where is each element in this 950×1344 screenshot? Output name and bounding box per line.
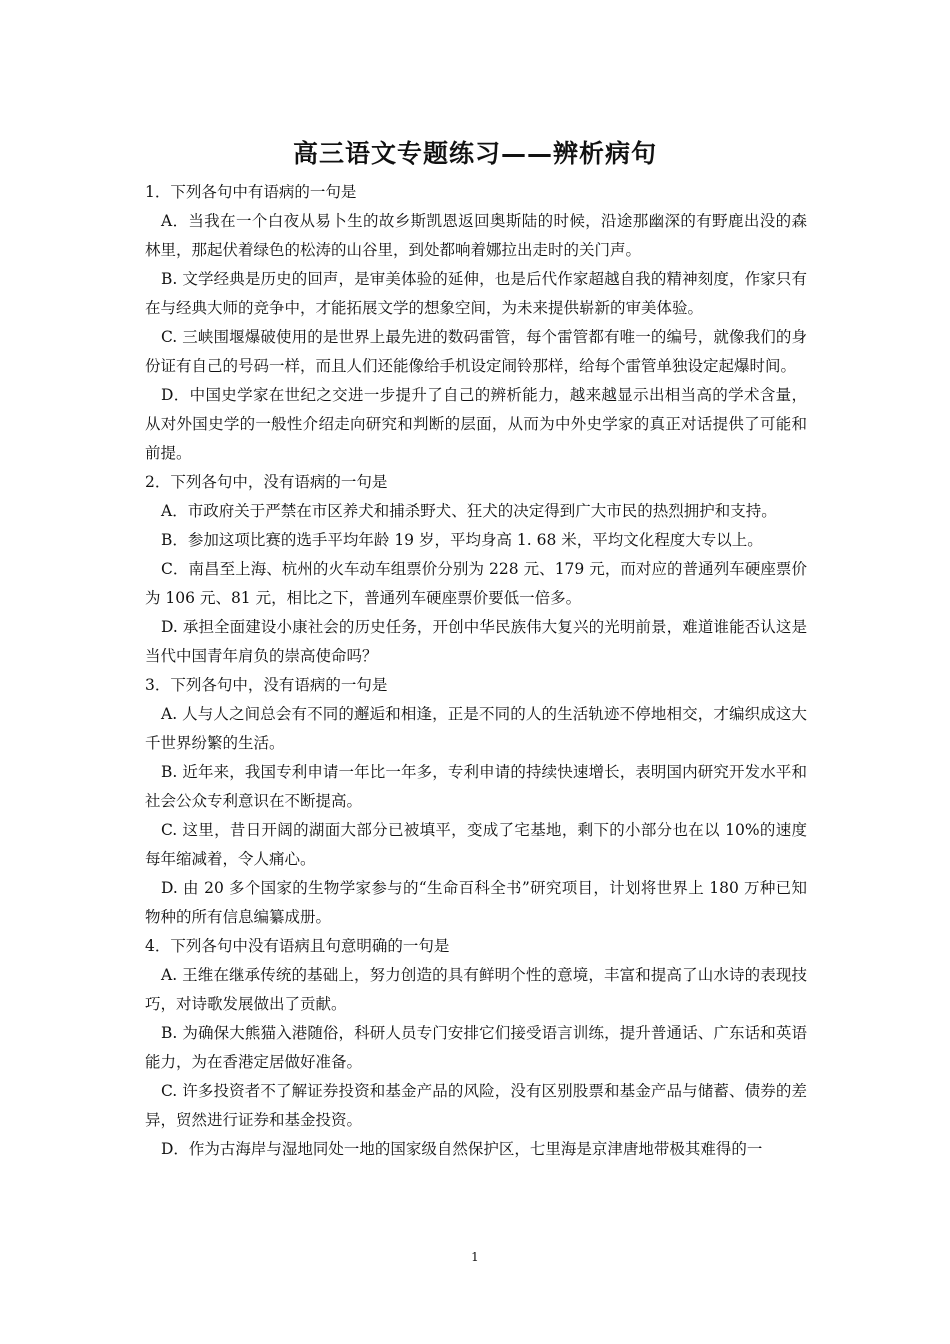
question-option: B．参加这项比赛的选手平均年龄 19 岁，平均身高 1. 68 米，平均文化程度大专以上。 [161,531,763,549]
question-option: B. 近年来，我国专利申请一年比一年多，专利申请的持续快速增长，表明国内研究开发水平和社会公众专利意识在不断提高。 [145,763,807,810]
question-option: A. 人与人之间总会有不同的邂逅和相逢，正是不同的人的生活轨迹不停地相交，才编织成这大千世界纷繁的生活。 [145,705,807,752]
question-stem: 4．下列各句中没有语病且句意明确的一句是 [145,937,450,955]
question-option: D．作为古海岸与湿地同处一地的国家级自然保护区，七里海是京津唐地带极其难得的一 [161,1140,763,1158]
question-option: A．当我在一个白夜从易卜生的故乡斯凯恩返回奥斯陆的时候，沿途那幽深的有野鹿出没的森林里，那起伏着绿色的松涛的山谷里，到处都响着娜拉出走时的关门声。 [145,212,807,259]
question-option: C. 这里，昔日开阔的湖面大部分已被填平，变成了宅基地，剩下的小部分也在以 10%的速度每年缩减着，令人痛心。 [145,821,807,868]
page-title: 高三语文专题练习——辨析病句 [292,139,657,168]
question-stem: 1．下列各句中有语病的一句是 [145,183,357,201]
question-option: C. 三峡围堰爆破使用的是世界上最先进的数码雷管，每个雷管都有唯一的编号，就像我们的身份证有自己的号码一样，而且人们还能像给手机设定闹铃那样，给每个雷管单独设定起爆时间。 [145,328,807,375]
question-stem: 2．下列各句中，没有语病的一句是 [145,473,388,491]
question-option: A．市政府关于严禁在市区养犬和捕杀野犬、狂犬的决定得到广大市民的热烈拥护和支持。 [161,502,777,520]
page-number: 1 [471,1250,479,1264]
question-option: D. 由 20 多个国家的生物学家参与的“生命百科全书”研究项目，计划将世界上 180 万种已知物种的所有信息编纂成册。 [145,879,807,926]
question-option: A. 王维在继承传统的基础上，努力创造的具有鲜明个性的意境，丰富和提高了山水诗的表现技巧，对诗歌发展做出了贡献。 [145,966,807,1013]
question-option: B. 文学经典是历史的回声，是审美体验的延伸，也是后代作家超越自我的精神刻度，作家只有在与经典大师的竞争中，才能拓展文学的想象空间，为未来提供崭新的审美体验。 [145,270,807,317]
question-option: C. 许多投资者不了解证券投资和基金产品的风险，没有区别股票和基金产品与储蓄、债券的差异，贸然进行证券和基金投资。 [145,1082,807,1129]
question-option: B. 为确保大熊猫入港随俗，科研人员专门安排它们接受语言训练，提升普通话、广东话和英语能力，为在香港定居做好准备。 [145,1024,807,1071]
question-option: D．中国史学家在世纪之交进一步提升了自己的辨析能力，越来越显示出相当高的学术含量，从对外国史学的一般性介绍走向研究和判断的层面，从而为中外史学家的真正对话提供了可能和前提。 [145,386,807,462]
question-option: C．南昌至上海、杭州的火车动车组票价分别为 228 元、179 元，而对应的普通列车硬座票价为 106 元、81 元，相比之下，普通列车硬座票价要低一倍多。 [145,560,807,607]
question-stem: 3．下列各句中，没有语病的一句是 [145,676,388,694]
document-body [145,178,807,1164]
question-option: D. 承担全面建设小康社会的历史任务，开创中华民族伟大复兴的光明前景，难道谁能否认这是当代中国青年肩负的崇高使命吗？ [145,618,807,665]
